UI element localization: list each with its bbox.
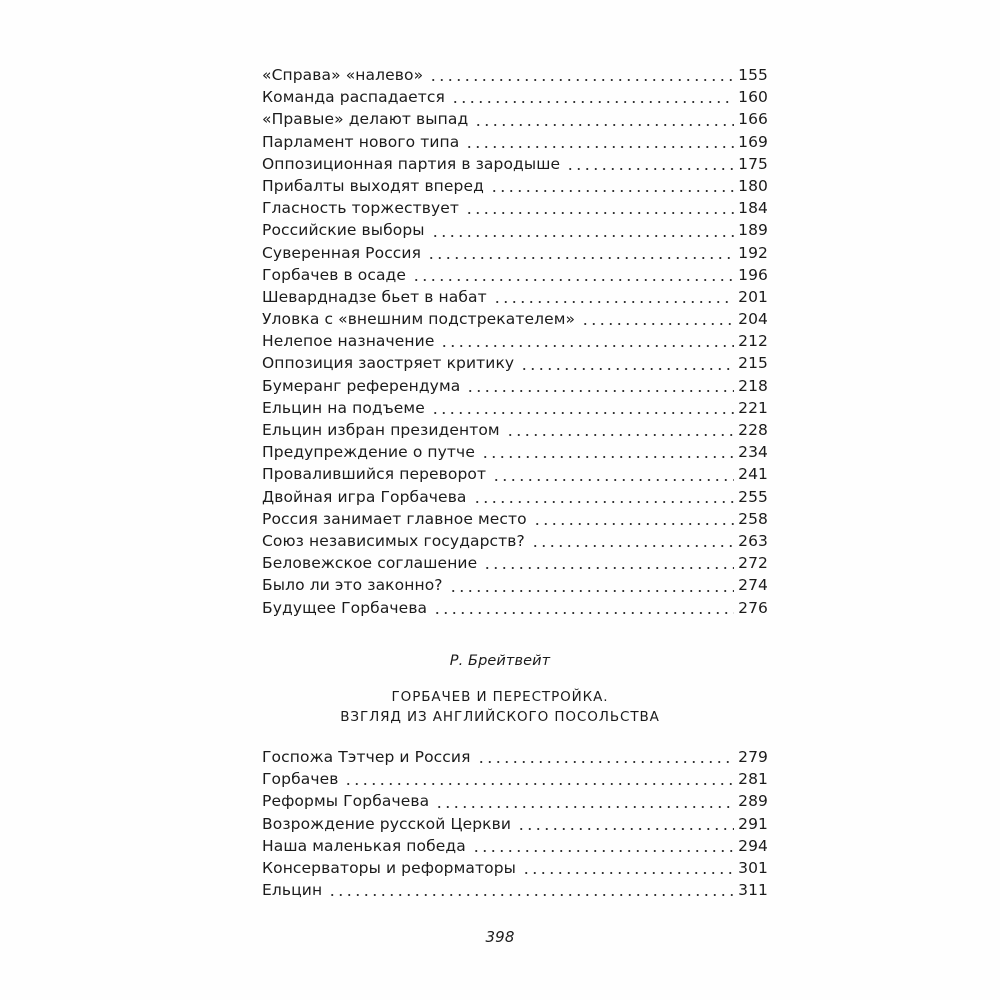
dot-leader [473, 501, 735, 503]
toc-entry [262, 835, 768, 857]
dot-leader [531, 545, 734, 547]
toc-entry-page: 196 [738, 265, 768, 284]
dot-leader [451, 101, 734, 103]
dot-leader [506, 434, 734, 436]
dot-leader [344, 783, 734, 785]
toc-entry [262, 397, 768, 419]
toc-entry-page: 311 [738, 881, 768, 900]
toc-entry [262, 441, 768, 463]
dot-leader [581, 323, 734, 325]
toc-entry-page: 294 [738, 836, 768, 855]
toc-entry-page: 272 [738, 554, 768, 573]
toc-entry [262, 108, 768, 130]
toc-entry-page: 189 [738, 221, 768, 240]
toc-entry-title: Консерваторы и реформаторы [262, 858, 516, 877]
dot-leader [435, 806, 734, 808]
dot-leader [440, 345, 734, 347]
section-title-line-2: ВЗГЛЯД ИЗ АНГЛИЙСКОГО ПОСОЛЬСТВА [340, 709, 660, 725]
toc-entry [262, 463, 768, 485]
dot-leader [429, 79, 734, 81]
toc-entry [262, 530, 768, 552]
dot-leader [522, 872, 734, 874]
toc-entry-title: Беловежское соглашение [262, 554, 478, 573]
toc-entry-page: 241 [738, 465, 768, 484]
dot-leader [490, 190, 734, 192]
dot-leader [412, 279, 734, 281]
toc-entry-title: Прибалты выходят вперед [262, 176, 484, 195]
toc-entry-title: Нелепое назначение [262, 332, 435, 351]
toc-entry [262, 746, 768, 768]
toc-entry-page: 263 [738, 531, 768, 550]
toc-entry-title: Горбачев [262, 770, 339, 789]
page-number: 398 [485, 928, 515, 946]
toc-entry-title: Оппозиционная партия в зародыше [262, 154, 561, 173]
toc-entry [262, 86, 768, 108]
table-of-contents-part-2 [262, 746, 768, 901]
dot-leader [492, 479, 734, 481]
toc-entry [262, 242, 768, 264]
toc-entry [262, 486, 768, 508]
toc-entry-page: 279 [738, 748, 768, 766]
section-author: Р. Брейтвейт [449, 653, 551, 669]
toc-entry-page: 184 [738, 199, 768, 218]
toc-entry-title: Провалившийся переворот [262, 465, 487, 484]
toc-entry [262, 574, 768, 596]
toc-entry-title: Оппозиция заостряет критику [262, 354, 515, 373]
toc-entry [262, 352, 768, 374]
dot-leader [433, 612, 734, 614]
toc-entry-title: Суверенная Россия [262, 243, 422, 262]
toc-entry-page: 291 [738, 814, 768, 833]
toc-entry [262, 308, 768, 330]
dot-leader [493, 301, 734, 303]
dot-leader [481, 456, 734, 458]
dot-leader [431, 235, 734, 237]
dot-leader [520, 368, 734, 370]
toc-entry-page: 274 [738, 576, 768, 595]
toc-entry-page: 192 [738, 243, 768, 262]
dot-leader [477, 761, 735, 763]
toc-entry-page: 218 [738, 376, 768, 395]
toc-entry-page: 175 [738, 154, 768, 173]
toc-entry-title: «Справа» «налево» [262, 66, 424, 84]
toc-entry-title: Предупреждение о путче [262, 443, 475, 462]
toc-entry-title: Парламент нового типа [262, 132, 460, 151]
toc-entry-page: 228 [738, 421, 768, 439]
toc-entry-page: 255 [738, 487, 768, 506]
toc-entry-title: Шеварднадзе бьет в набат [262, 287, 487, 306]
toc-entry [262, 790, 768, 812]
section-title [0, 687, 1000, 727]
toc-entry-title: Уловка с «внешним подстрекателем» [262, 310, 576, 329]
toc-entry-title: Было ли это законно? [262, 576, 443, 595]
toc-entry-page: 215 [738, 354, 768, 373]
dot-leader [431, 412, 734, 414]
toc-entry-title: Союз независимых государств? [262, 531, 525, 550]
toc-entry [262, 879, 768, 901]
toc-entry-title: Госпожа Тэтчер и Россия [262, 748, 471, 766]
dot-leader [465, 212, 734, 214]
toc-entry [262, 330, 768, 352]
toc-entry-title: Двойная игра Горбачева [262, 487, 467, 506]
toc-entry [262, 175, 768, 197]
toc-entry-title: Горбачев в осаде [262, 265, 407, 284]
toc-entry-title: Бумеранг референдума [262, 376, 461, 395]
toc-entry [262, 153, 768, 175]
toc-entry-title: Ельцин [262, 881, 323, 900]
toc-entry [262, 768, 768, 790]
toc-entry-page: 169 [738, 132, 768, 151]
toc-entry-page: 301 [738, 858, 768, 877]
toc-entry-title: Российские выборы [262, 221, 425, 240]
toc-entry [262, 286, 768, 308]
toc-entry [262, 131, 768, 153]
toc-entry [262, 264, 768, 286]
dot-leader [533, 523, 734, 525]
toc-entry-page: 234 [738, 443, 768, 462]
dot-leader [472, 850, 734, 852]
toc-entry-page: 201 [738, 287, 768, 306]
dot-leader [566, 168, 734, 170]
toc-entry-page: 180 [738, 176, 768, 195]
section-title-line-1: ГОРБАЧЕВ И ПЕРЕСТРОЙКА. [391, 689, 609, 705]
toc-entry-title: Гласность торжествует [262, 199, 459, 218]
toc-entry-page: 155 [738, 66, 768, 84]
toc-entry [262, 508, 768, 530]
toc-entry-title: Наша маленькая победа [262, 836, 466, 855]
toc-entry [262, 64, 768, 86]
toc-entry-page: 212 [738, 332, 768, 351]
toc-entry-page: 276 [738, 598, 768, 617]
dot-leader [466, 390, 734, 392]
dot-leader [474, 124, 734, 126]
toc-entry [262, 857, 768, 879]
toc-entry-page: 166 [738, 110, 768, 129]
toc-entry-title: Возрождение русской Церкви [262, 814, 512, 833]
toc-entry-page: 221 [738, 398, 768, 417]
toc-entry-title: Ельцин на подъеме [262, 398, 425, 417]
dot-leader [328, 894, 734, 896]
toc-entry-title: «Правые» делают выпад [262, 110, 469, 129]
dot-leader [517, 828, 734, 830]
toc-entry-title: Реформы Горбачева [262, 792, 430, 811]
toc-entry [262, 597, 768, 619]
table-of-contents-part-1 [262, 64, 768, 619]
toc-entry-page: 281 [738, 770, 768, 789]
toc-entry-title: Россия занимает главное место [262, 509, 527, 528]
toc-entry [262, 419, 768, 441]
dot-leader [465, 146, 734, 148]
toc-entry-title: Команда распадается [262, 88, 445, 107]
toc-entry [262, 552, 768, 574]
toc-entry-title: Будущее Горбачева [262, 598, 428, 617]
toc-entry-page: 258 [738, 509, 768, 528]
toc-entry-page: 289 [738, 792, 768, 811]
dot-leader [483, 567, 734, 569]
dot-leader [449, 590, 735, 592]
toc-entry-title: Ельцин избран президентом [262, 421, 500, 439]
toc-entry-page: 160 [738, 88, 768, 107]
toc-entry [262, 219, 768, 241]
toc-entry [262, 813, 768, 835]
toc-entry-page: 204 [738, 310, 768, 329]
toc-entry [262, 375, 768, 397]
toc-entry [262, 197, 768, 219]
dot-leader [427, 257, 734, 259]
